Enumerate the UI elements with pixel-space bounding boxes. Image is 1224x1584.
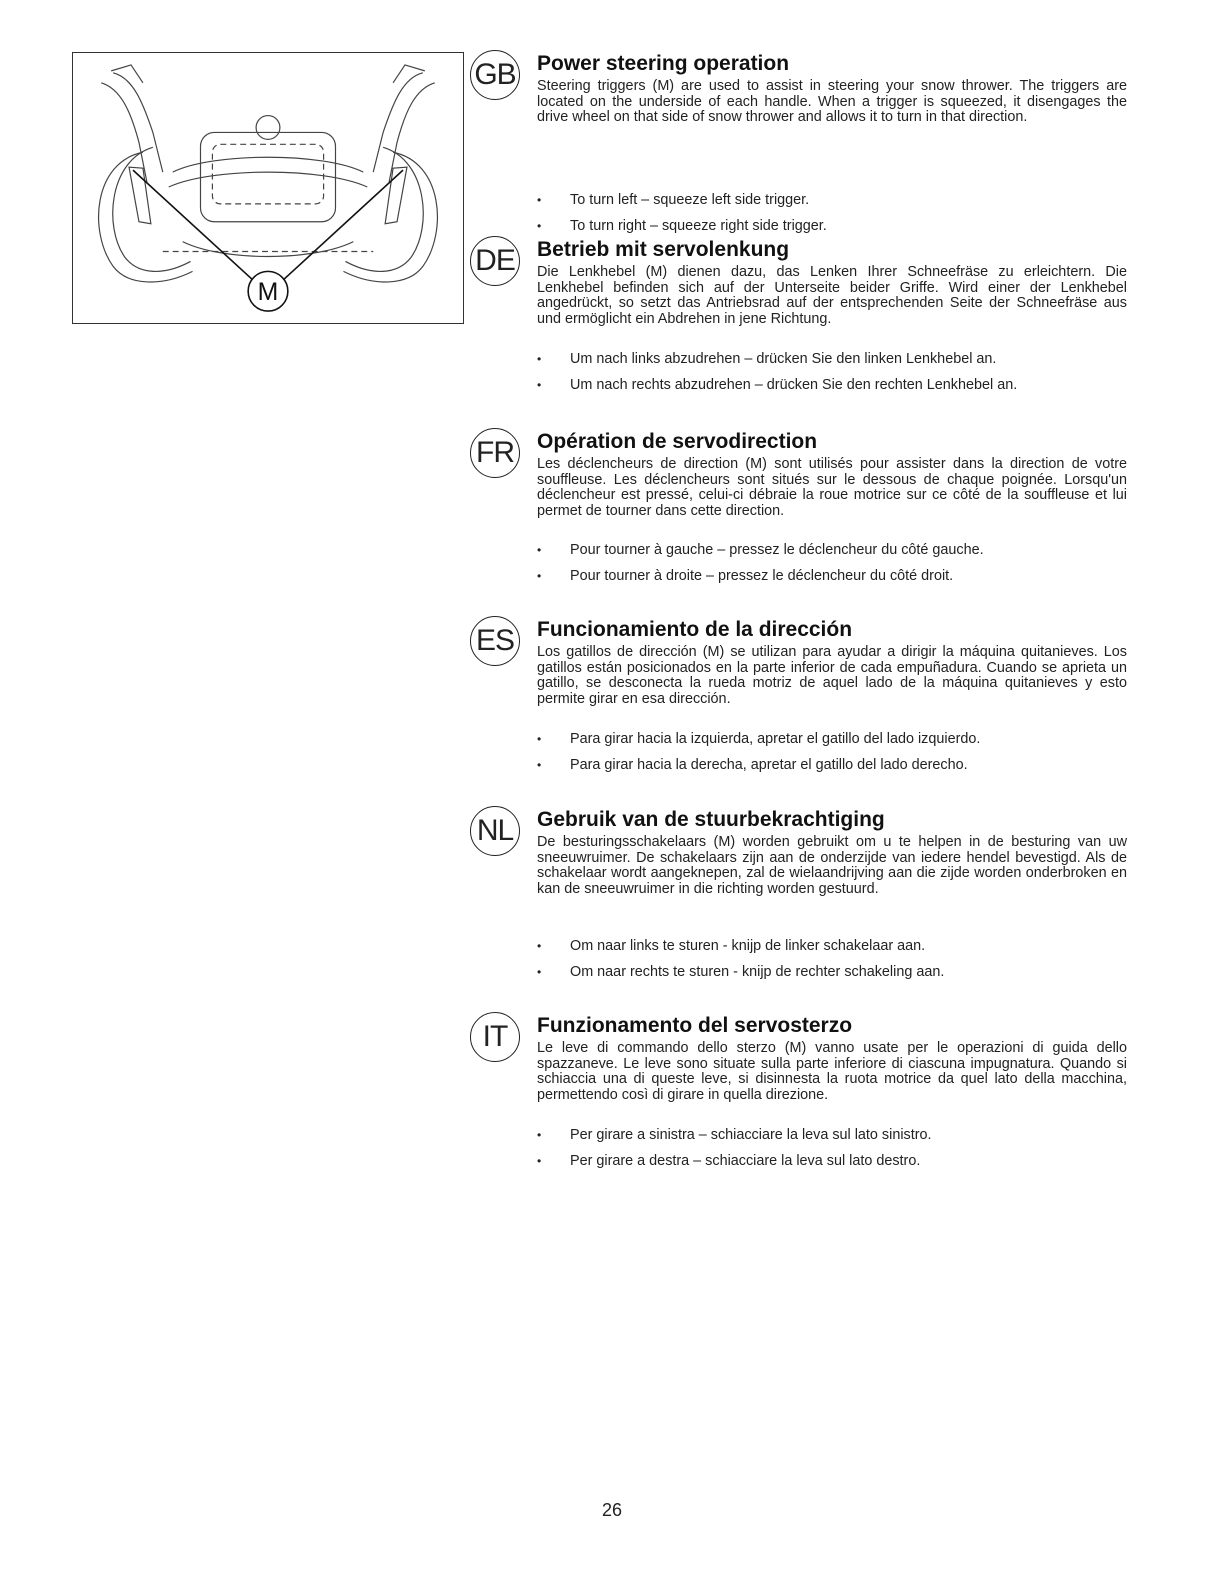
bullet-item: • To turn right – squeeze right side trigger. (537, 213, 1127, 239)
section-body: De besturingsschakelaars (M) worden gebruikt om u te helpen in de besturing van uw sneeuwruimer. De schakelaars zijn aan de onderzijde van iedere hendel bevestigd. Als de schakelaar wordt aangeknepen, zal de wielaandrijving aan die zijde worden onderbroken en kan de sneeuwruimer in die richting worden gestuurd. (537, 834, 1127, 897)
section-title: Power steering operation (537, 52, 790, 75)
section-title: Funzionamento del servosterzo (537, 1014, 853, 1037)
language-badge-nl: NL (470, 806, 520, 856)
section-title: Funcionamiento de la dirección (537, 618, 853, 641)
section-body: Los gatillos de dirección (M) se utilizan para ayudar a dirigir la máquina quitanieves. Los gatillos están posicionados en la parte inferior de cada empuñadura. Cuando se aprieta un gatillo, se desconecta la rueda motriz de aquel lado de la máquina quitanieves y esto permite girar en esa dirección. (537, 644, 1127, 707)
section-title: Gebruik van de stuurbekrachtiging (537, 808, 885, 831)
language-badge-es: ES (470, 616, 520, 666)
snow-thrower-handles-drawing (73, 53, 463, 323)
page-number: 26 (601, 1500, 623, 1520)
section-title: Betrieb mit servolenkung (537, 238, 790, 261)
section-body: Les déclencheurs de direction (M) sont utilisés pour assister dans la direction de votre souffleuse. Les déclencheurs sont situés sur le dessous de chaque poignée. Lorsqu'un déclencheur est pressé, celui-ci débraie la roue motrice sur ce côté de la souffleuse et lui permet de tourner dans cette direction. (537, 456, 1127, 519)
bullet-item: • Para girar hacia la derecha, apretar el gatillo del lado derecho. (537, 752, 1127, 778)
bullet-item: • Om naar links te sturen - knijp de linker schakelaar aan. (537, 933, 1127, 959)
steering-trigger-illustration (72, 52, 464, 324)
bullet-item: • Per girare a sinistra – schiacciare la leva sul lato sinistro. (537, 1122, 1127, 1148)
bullet-item: • Pour tourner à droite – pressez le déclencheur du côté droit. (537, 563, 1127, 589)
language-badge-de: DE (470, 236, 520, 286)
section-title: Opération de servodirection (537, 430, 818, 453)
language-badge-fr: FR (470, 428, 520, 478)
bullet-item: • Um nach links abzudrehen – drücken Sie den linken Lenkhebel an. (537, 346, 1127, 372)
callout-label: M (257, 279, 279, 307)
section-body: Steering triggers (M) are used to assist in steering your snow thrower. The triggers are located on the underside of each handle. When a trigger is squeezed, it disengages the drive wheel on that side of snow thrower and allows it to turn in that direction. (537, 78, 1127, 126)
bullet-item: • To turn left – squeeze left side trigger. (537, 187, 1127, 213)
section-body: Le leve di commando dello sterzo (M) vanno usate per le operazioni di guida dello spazzaneve. Le leve sono situate sulla parte inferiore di ciascuna impugnatura. Quando si schiaccia una di queste leve, si disinnesta la ruota motrice da quel lato della macchina, permettendo così di girare in quella direzione. (537, 1040, 1127, 1103)
bullet-item: • Per girare a destra – schiacciare la leva sul lato destro. (537, 1148, 1127, 1174)
language-badge-gb: GB (470, 50, 520, 100)
bullet-item: • Pour tourner à gauche – pressez le déclencheur du côté gauche. (537, 537, 1127, 563)
language-badge-it: IT (470, 1012, 520, 1062)
bullet-item: • Um nach rechts abzudrehen – drücken Sie den rechten Lenkhebel an. (537, 372, 1127, 398)
bullet-item: • Om naar rechts te sturen - knijp de rechter schakeling aan. (537, 959, 1127, 985)
bullet-item: • Para girar hacia la izquierda, apretar el gatillo del lado izquierdo. (537, 726, 1127, 752)
section-body: Die Lenkhebel (M) dienen dazu, das Lenken Ihrer Schneefräse zu erleichtern. Die Lenkhebel befinden sich auf der Unterseite beider Griffe. Wird einer der Lenkhebel angedrückt, so setzt das Antriebsrad auf der entsprechenden Seite der Schneefräse aus und ermöglicht ein Abdrehen in jene Richtung. (537, 264, 1127, 327)
